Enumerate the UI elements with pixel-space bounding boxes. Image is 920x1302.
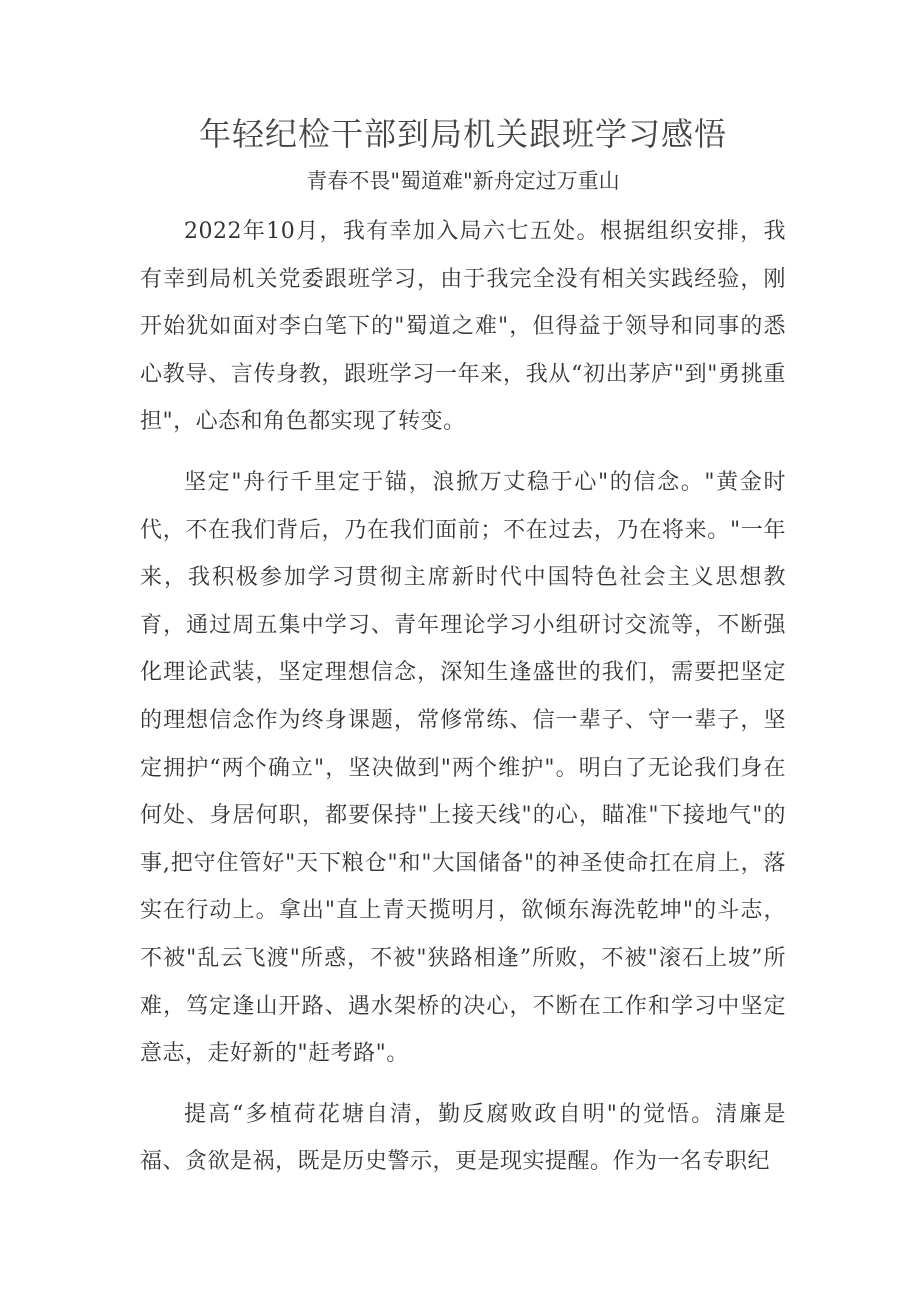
paragraph-integrity: 提高“多植荷花塘自清，勤反腐败政自明"的觉悟。清廉是福、贪欲是祸，既是历史警示，更是现实提醒。作为一名专职纪 — [140, 1101, 786, 1175]
document-subtitle: 青春不畏"蜀道难"新舟定过万重山 — [306, 169, 620, 193]
document-title: 年轻纪检干部到局机关跟班学习感悟 — [198, 115, 727, 153]
paragraph-faith: 坚定"舟行千里定于锚，浪掀万丈稳于心"的信念。"黄金时代，不在我们背后，乃在我们面前；不在过去，乃在将来。"一年来，我积极参加学习贯彻主席新时代中国特色社会主义思想教育，通过周五集中学习、青年理论学习小组研讨交流等，不断强化理论武装，坚定理想信念，深知生逢盛世的我们，需要把坚定的理想信念作为终身课题，常修常练、信一辈子、守一辈子，坚定拥护“两个确立"，坚决做到"两个维护"。明白了无论我们身在何处、身居何职，都要保持"上接天线"的心，瞄准"下接地气"的事,把守住管好"天下粮仓"和"大国储备"的神圣使命扛在肩上，落实在行动上。拿出"直上青天揽明月，欲倾东海洗乾坤"的斗志，不被"乱云飞渡"所惑，不被"狭路相逢”所败，不被"滚石上坡”所难，笃定逢山开路、遇水架桥的决心，不断在工作和学习中坚定意志，走好新的"赶考路"。 — [140, 469, 786, 1067]
paragraph-intro: 2022年10月，我有幸加入局六七五处。根据组织安排，我有幸到局机关党委跟班学习，由于我完全没有相关实践经验，刚开始犹如面对李白笔下的"蜀道之难"，但得益于领导和同事的悉心教导、言传身教，跟班学习一年来，我从“初出茅庐"到"勇挑重担"，心态和角色都实现了转变。 — [140, 219, 786, 435]
